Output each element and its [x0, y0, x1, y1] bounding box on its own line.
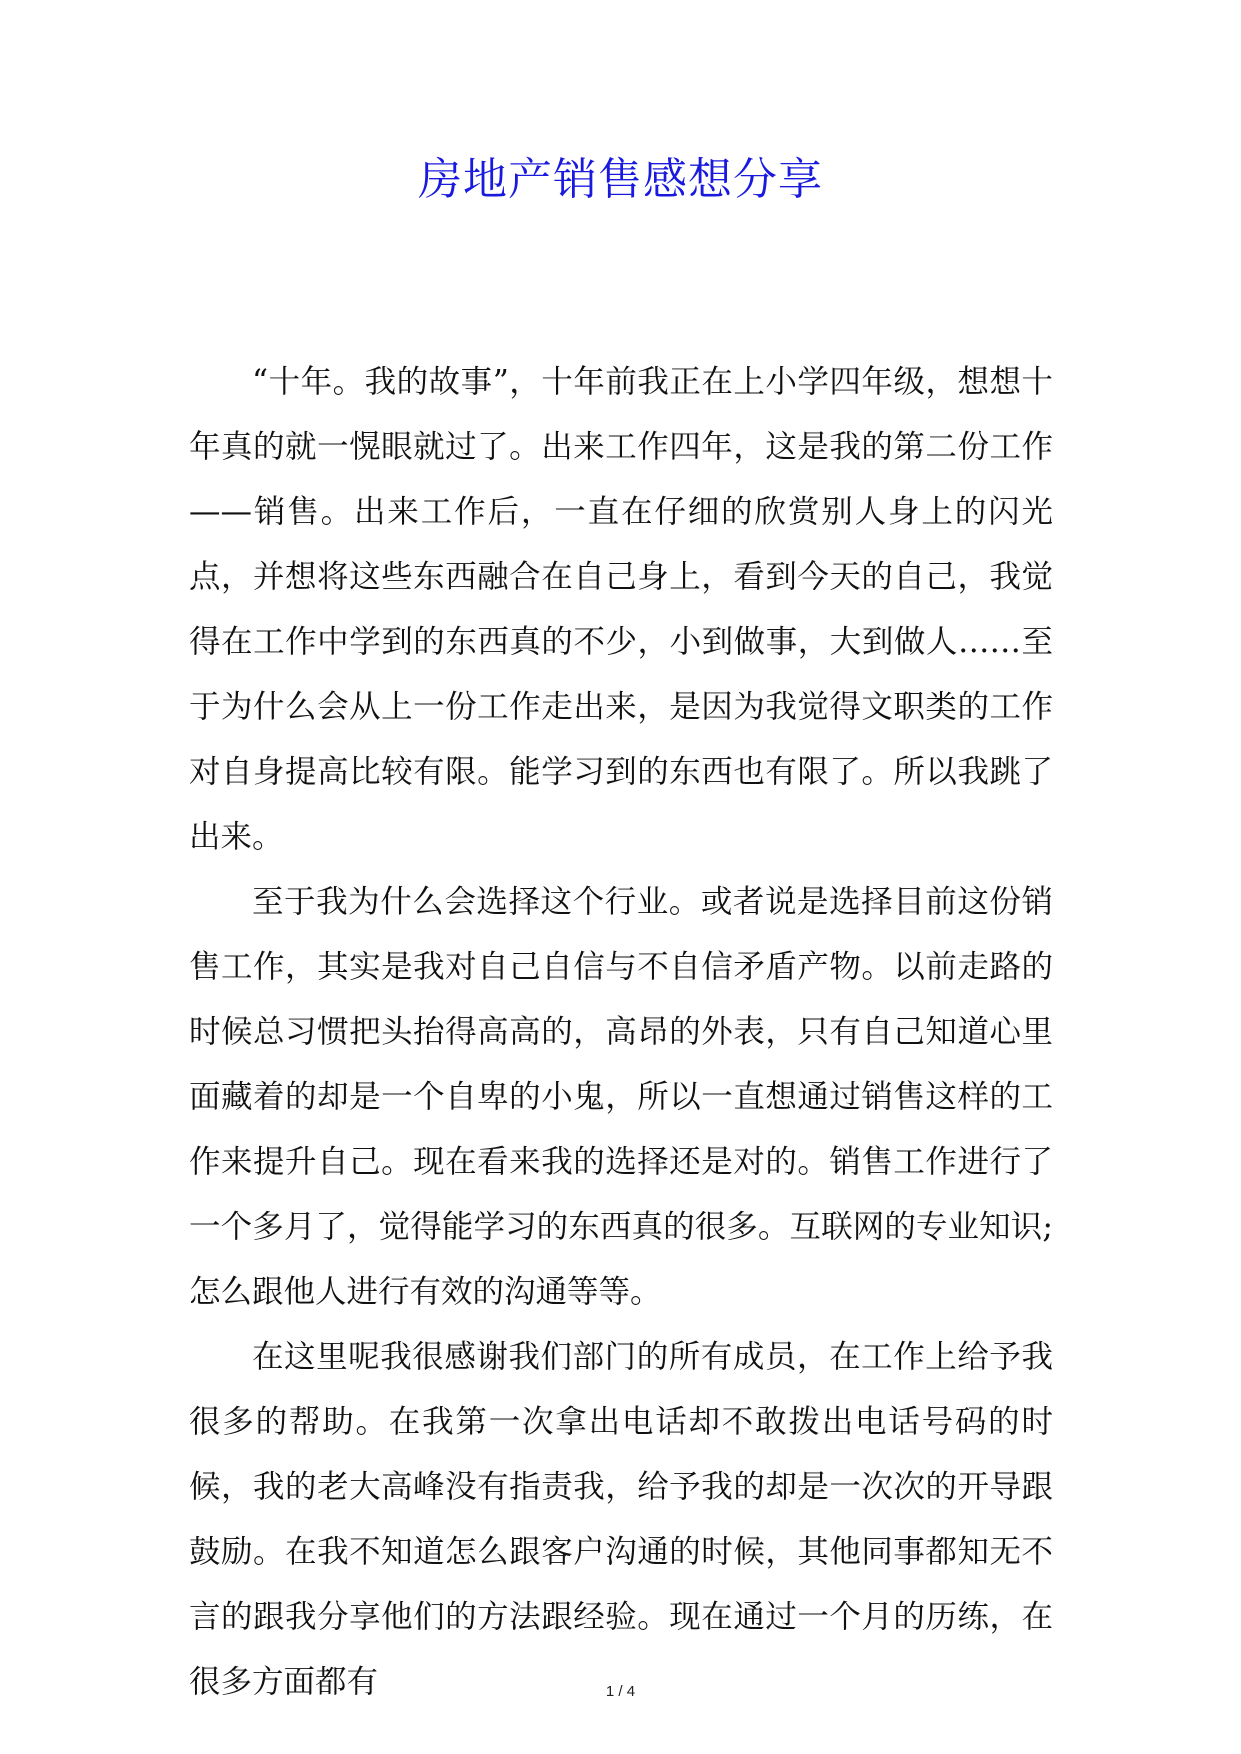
document-body [189, 350, 1053, 1715]
document-title: 房地产销售感想分享 [418, 154, 823, 205]
paragraph-3: 在这里呢我很感谢我们部门的所有成员，在工作上给予我很多的帮助。在我第一次拿出电话却不敢拨出电话号码的时候，我的老大高峰没有指责我，给予我的却是一次次的开导跟鼓励。在我不知道怎么跟客户沟通的时候，其他同事都知无不言的跟我分享他们的方法跟经验。现在通过一个月的历练，在很多方面都有 [189, 1339, 1053, 1700]
paragraph-2: 至于我为什么会选择这个行业。或者说是选择目前这份销售工作，其实是我对自己自信与不自信矛盾产物。以前走路的时候总习惯把头抬得高高的，高昂的外表，只有自己知道心里面藏着的却是一个自卑的小鬼，所以一直想通过销售这样的工作来提升自己。现在看来我的选择还是对的。销售工作进行了一个多月了，觉得能学习的东西真的很多。互联网的专业知识;怎么跟他人进行有效的沟通等等。 [189, 884, 1053, 1310]
paragraph-1: “十年。我的故事”，十年前我正在上小学四年级，想想十年真的就一愰眼就过了。出来工作四年，这是我的第二份工作——销售。出来工作后，一直在仔细的欣赏别人身上的闪光点，并想将这些东西融合在自己身上，看到今天的自己，我觉得在工作中学到的东西真的不少，小到做事，大到做人……至于为什么会从上一份工作走出来，是因为我觉得文职类的工作对自身提高比较有限。能学习到的东西也有限了。所以我跳了出来。 [189, 364, 1053, 855]
page-number: 1 / 4 [605, 1683, 636, 1700]
